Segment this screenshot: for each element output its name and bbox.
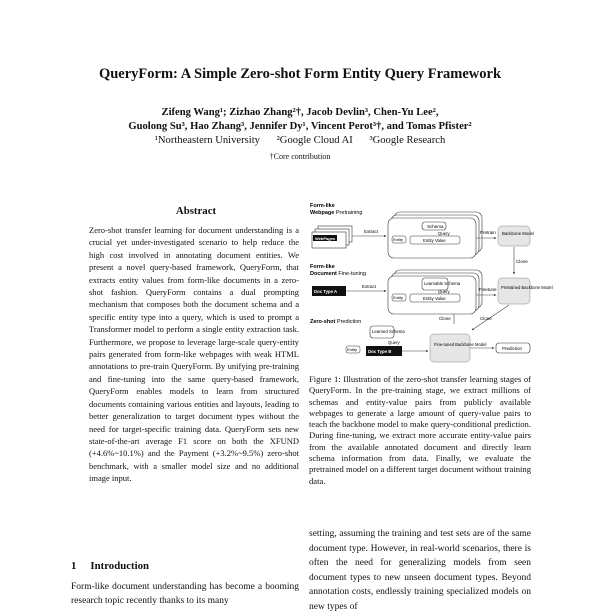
clone-label-2: Clone [439,316,451,321]
svg-text:Doc Type A: Doc Type A [314,289,338,294]
svg-text:Entity Value: Entity Value [423,238,446,243]
svg-text:Query: Query [438,289,450,294]
affiliation-1: ¹Northeastern University [154,135,260,146]
finetune-label: Finetune [479,287,497,292]
stage-3-label: Zero-shot Prediction [310,319,362,325]
affiliations [0,135,600,146]
section-heading-introduction [71,560,149,572]
authors-line-2: Guolong Su³, Hao Zhang³, Jennifer Dy¹, Vincent Perot³†, and Tomas Pfister² [128,121,472,132]
stage-1-label: Webpage Pretraining [310,210,363,216]
svg-text:Fine-tuned Backbone Model: Fine-tuned Backbone Model [434,342,487,347]
affiliation-2: ²Google Cloud AI [276,135,353,146]
svg-text:Query: Query [438,231,450,236]
query-stack-2 [388,270,482,314]
authors-line-1: Zifeng Wang¹; Zizhao Zhang²†, Jacob Devlin³, Chen-Yu Lee², [161,107,439,118]
svg-text:Entity: Entity [393,295,404,300]
svg-text:Backbone Model: Backbone Model [502,231,535,236]
introduction-body: Form-like document understanding has become a booming research topic recently thanks to its many [71,582,299,606]
svg-text:Entity: Entity [393,237,404,242]
right-column-body: setting, assuming the training and test sets are of the same document type. However, in real-world scenarios, there is often the need for generalizing models from seen document types to new unseen document types. Beyond annotation costs, endlessly training specialized models on new types of [309,529,531,612]
section-number: 1 [71,560,77,572]
svg-text:Learned Schema: Learned Schema [372,329,405,334]
affiliation-3: ³Google Research [369,135,446,146]
contribution-note: †Core contribution [269,152,331,161]
clone-label-3: Clone [480,316,492,321]
figure-1-diagram [304,200,553,366]
svg-text:Entity Value: Entity Value [423,296,446,301]
clone-label-1: Clone [516,259,528,264]
abstract-body: Zero-shot transfer learning for document understanding is a crucial yet under-investigated scenario to help reduce the high cost involved in annotating document entities. We present a novel query-based framework, QueryForm, that extracts entity values from form-like documents in a zero-shot fashion. QueryForm contains a dual prompting mechanism that composes both the document schema and a specific entity type into a query, which is used to prompt a Transformer model to perform a single entity extraction task. Furthermore, we propose to leverage large-scale query-entity pairs generated from form-like webpages with weak HTML annotations to pre-train QueryForm. By unifying pre-training and fine-tuning into the same query-based framework, QueryForm enables models to learn from structured documents containing various entities and layouts, leading to better generalization to target document types without the need for target-specific training data. QueryForm sets new state-of-the-art average F1 score on both the XFUND (+4.6%~10.1%) and the Payment (+3.2%~9.5%) zero-shot benchmark, with a smaller model size and no additional image input. [89,225,299,484]
stage-2-prefix: Form-like [310,264,335,270]
svg-text:Schema: Schema [427,224,444,229]
section-title: Introduction [90,560,150,572]
backbone-model-box [498,226,530,246]
svg-text:Doc Type B: Doc Type B [368,349,392,354]
svg-text:WebPages: WebPages [315,236,336,241]
pretrained-backbone-box [498,278,530,304]
svg-text:Entity: Entity [347,347,358,352]
svg-text:Pretrained Backbone Model: Pretrained Backbone Model [501,285,553,290]
svg-text:Prediction: Prediction [502,346,523,351]
stage-2-label: Document Fine-tuning [310,271,366,277]
svg-text:Learnable Schema: Learnable Schema [424,281,461,286]
figure-1-caption: Figure 1: Illustration of the zero-shot transfer learning stages of QueryForm. In the pre-training stage, we extract millions of schemas and entity-value pairs from publicly available webpages to generate a large amount of query-value pairs to teach the backbone model to make query-conditional prediction. During fine-tuning, we extract more accurate entity-value pairs from the available annotated document and directly learn schema information from data. Finally, we evaluate the pretrained model on a different target document without training data. [309,374,531,486]
finetuned-backbone-box [430,334,470,362]
paper-title: QueryForm: A Simple Zero-shot Form Entity Query Framework [98,66,502,82]
author-list [0,106,600,134]
stage-1-prefix: Form-like [310,203,335,209]
svg-text:Query: Query [388,340,400,345]
abstract-heading: Abstract [175,205,217,217]
query-stack-1 [388,212,482,258]
extract-label-2: Extract [362,284,377,289]
pretrain-label: Pretrain [480,230,496,235]
webpages-stack [312,226,352,248]
extract-label-1: Extract [364,229,379,234]
